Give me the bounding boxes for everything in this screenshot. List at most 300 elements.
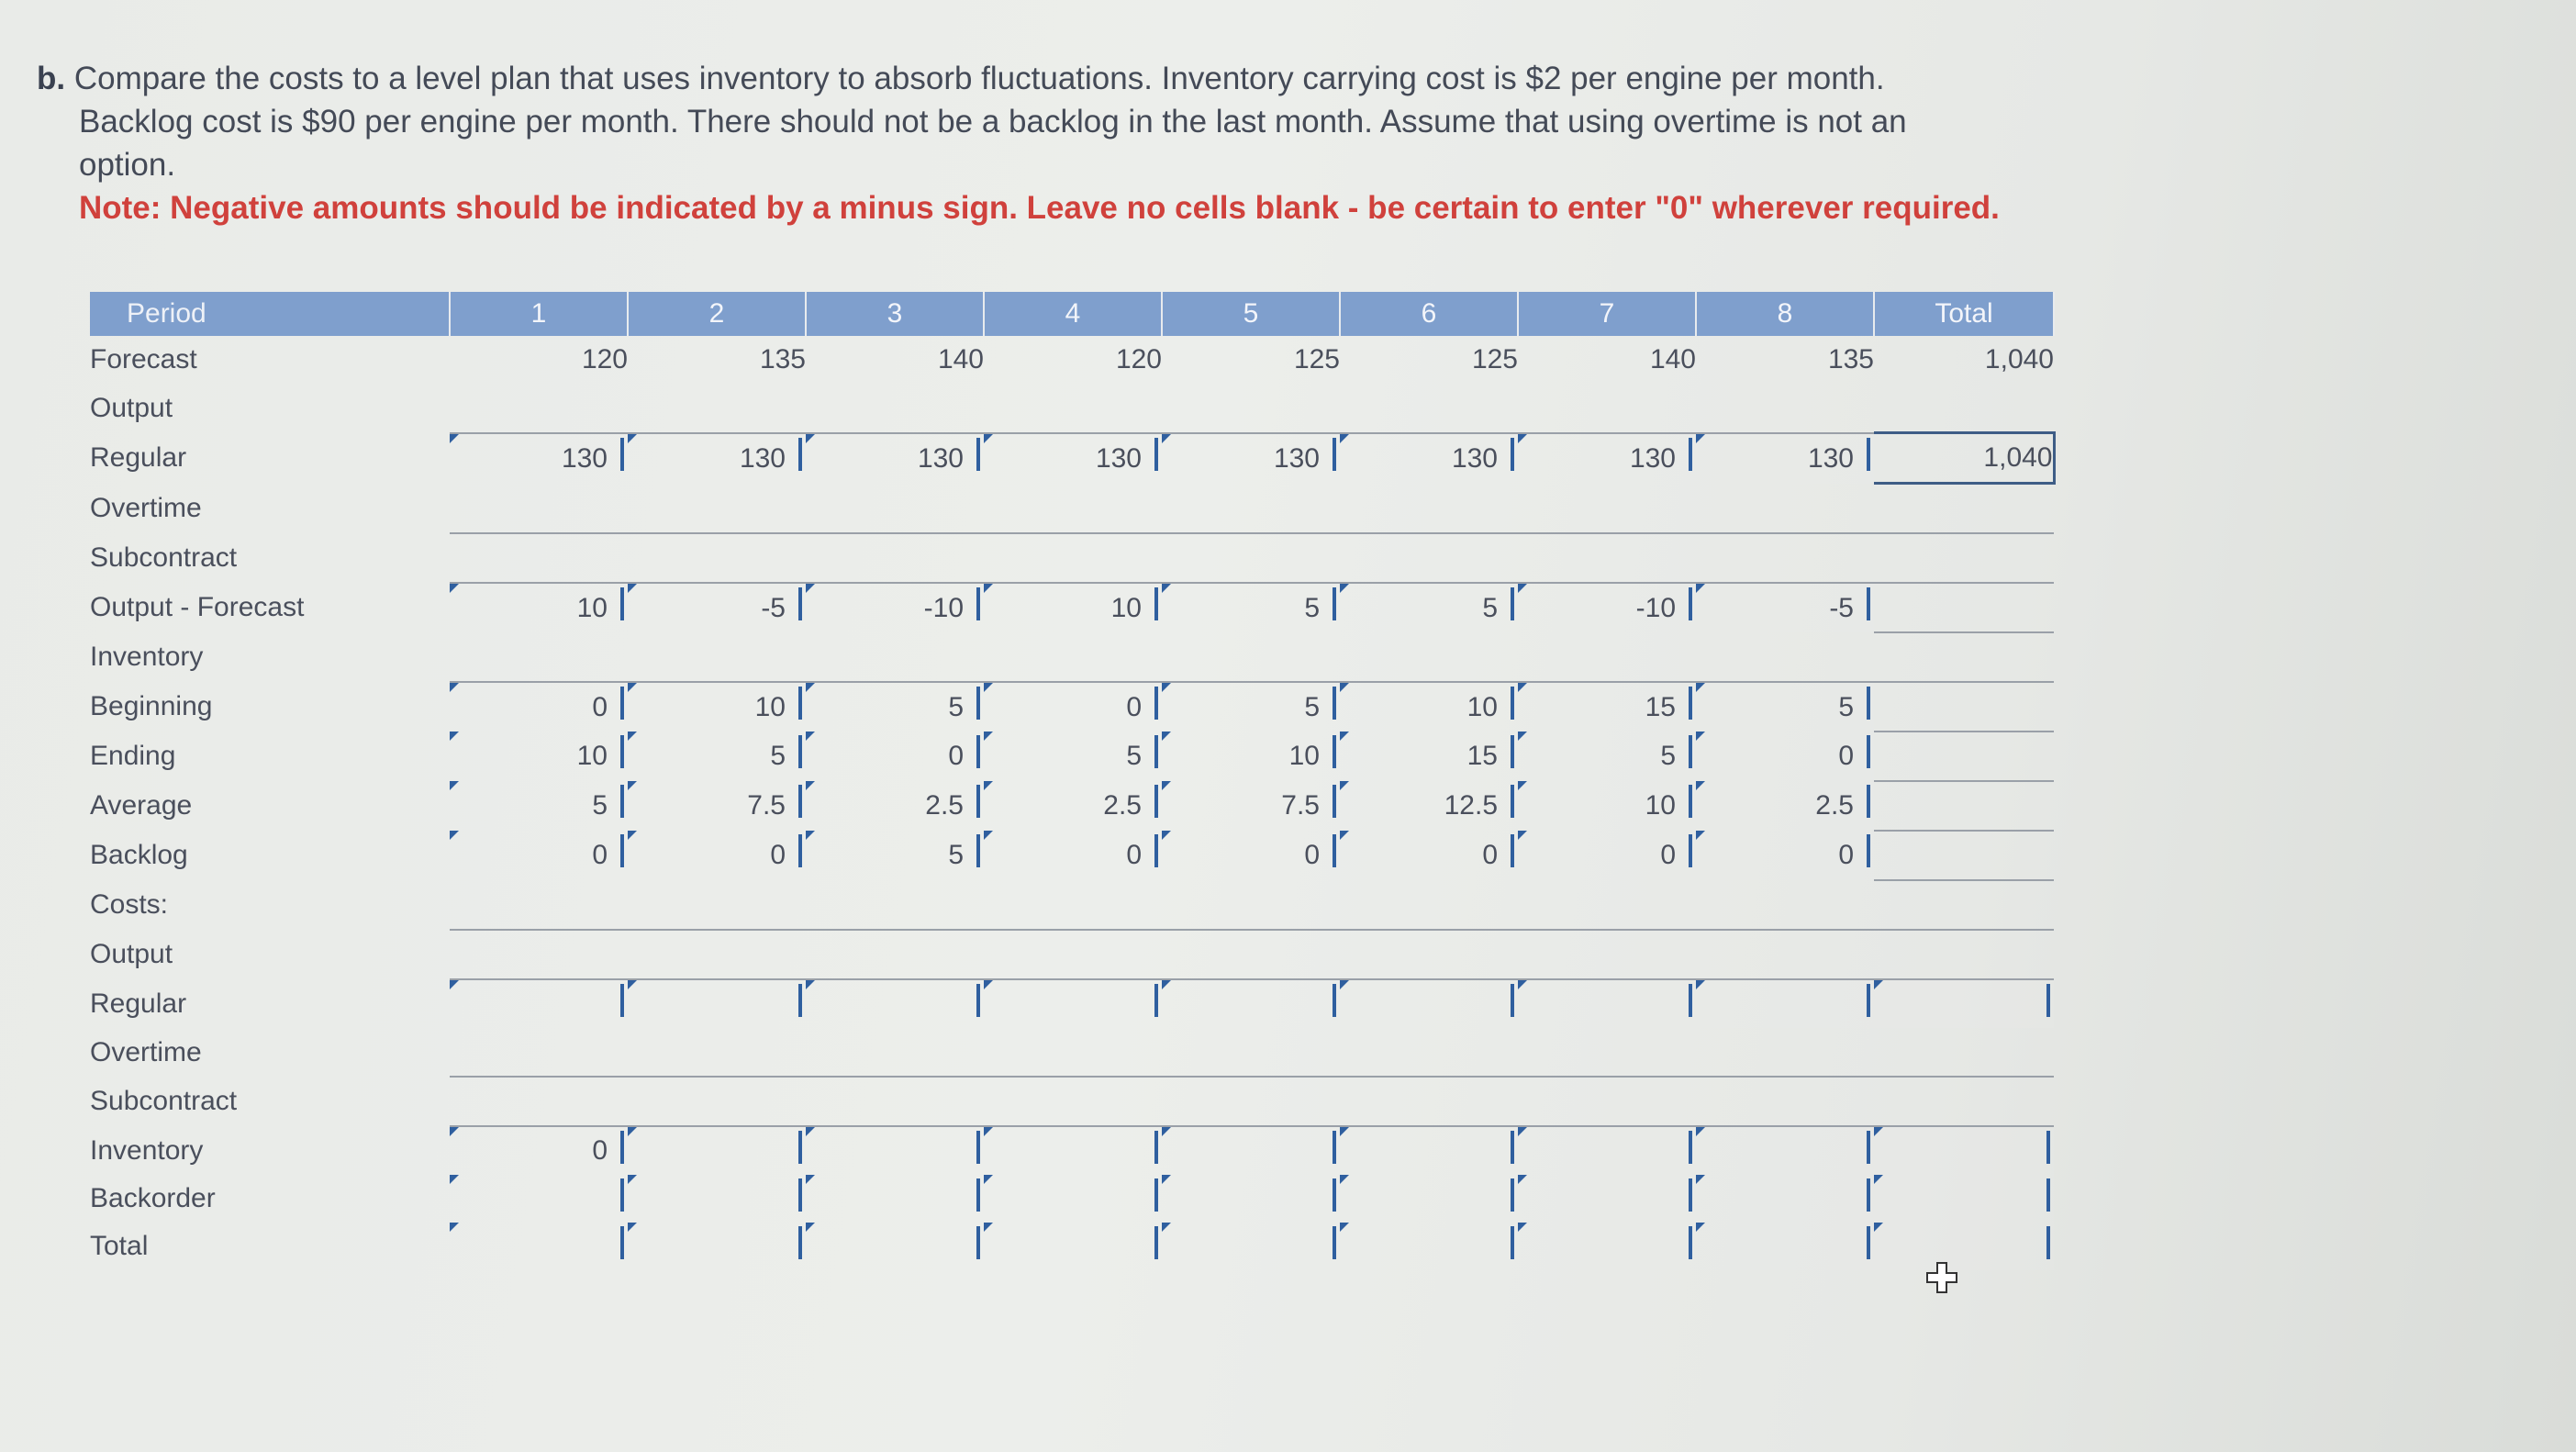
row-label-cost-overtime: Overtime — [90, 1036, 202, 1067]
input-flag-icon — [1511, 1178, 1514, 1212]
input-flag-icon — [798, 438, 802, 471]
cell-marker-icon — [628, 434, 637, 443]
input-cell-value: 130 — [1273, 442, 1320, 474]
empty-cell — [1518, 484, 1696, 534]
cell-marker-icon — [1518, 980, 1527, 989]
input-cell[interactable] — [1340, 732, 1518, 781]
input-cell-value: -5 — [761, 592, 786, 623]
input-cell[interactable] — [628, 979, 806, 1028]
input-cell[interactable] — [1518, 831, 1696, 880]
empty-cell — [1696, 484, 1874, 534]
row-label-average: Average — [90, 790, 193, 821]
input-cell[interactable] — [628, 433, 806, 484]
input-flag-icon — [620, 984, 624, 1017]
input-cell[interactable] — [1696, 1126, 1874, 1175]
input-cell[interactable] — [628, 831, 806, 880]
input-cell[interactable] — [628, 682, 806, 732]
input-cell[interactable] — [984, 682, 1162, 732]
value-cell: 125 — [1471, 344, 1518, 374]
cell-marker-icon — [984, 732, 993, 741]
row-label-cost-regular: Regular — [90, 988, 187, 1019]
cell-marker-icon — [1696, 1223, 1705, 1232]
input-cell-value: 5 — [1304, 592, 1320, 623]
input-flag-icon — [620, 587, 624, 620]
input-cell[interactable] — [1162, 732, 1340, 781]
cell-marker-icon — [1162, 584, 1171, 593]
cell-marker-icon — [984, 683, 993, 692]
crosshair-cursor-icon — [1924, 1259, 1960, 1296]
row-cost-backorder — [90, 1175, 2054, 1223]
input-cell[interactable] — [1696, 433, 1874, 484]
input-cell-value: 7.5 — [1281, 790, 1320, 821]
row-label-ending: Ending — [90, 741, 176, 771]
input-cell[interactable] — [1340, 583, 1518, 632]
cell-marker-icon — [984, 1223, 993, 1232]
input-cell[interactable] — [1518, 1175, 1696, 1223]
input-cell[interactable] — [984, 1223, 1162, 1270]
cell-marker-icon — [1696, 781, 1705, 790]
input-cell-value: 0 — [1482, 840, 1498, 870]
cell-marker-icon — [1874, 1175, 1883, 1184]
input-cell[interactable] — [1874, 1175, 2054, 1223]
input-cell[interactable] — [806, 732, 984, 781]
empty-cell — [1518, 632, 1696, 682]
row-output — [90, 384, 2054, 433]
input-cell-value: 5 — [948, 840, 964, 870]
cell-marker-icon — [984, 584, 993, 593]
cell-marker-icon — [450, 732, 459, 741]
input-cell[interactable] — [1518, 433, 1696, 484]
cell-marker-icon — [450, 781, 459, 790]
input-cell-value: 5 — [770, 741, 786, 771]
input-cell[interactable] — [1162, 433, 1340, 484]
input-cell[interactable] — [1696, 831, 1874, 880]
empty-cell — [1162, 632, 1340, 682]
input-flag-icon — [1867, 587, 1870, 620]
input-cell[interactable] — [1518, 732, 1696, 781]
input-flag-icon — [1511, 587, 1514, 620]
input-flag-icon — [1689, 834, 1692, 867]
empty-cell — [984, 930, 1162, 979]
empty-cell — [1340, 484, 1518, 534]
cell-marker-icon — [1162, 732, 1171, 741]
input-flag-icon — [620, 834, 624, 867]
input-cell-value: 130 — [1095, 442, 1142, 474]
input-cell[interactable] — [450, 781, 628, 831]
total-cell: 1,040 — [1874, 433, 2054, 484]
empty-cell — [1518, 533, 1696, 583]
input-cell[interactable] — [1696, 1223, 1874, 1270]
input-cell[interactable] — [628, 781, 806, 831]
input-cell[interactable] — [1518, 1223, 1696, 1270]
input-cell-value: 0 — [1126, 691, 1142, 722]
input-cell-value: 10 — [576, 592, 608, 623]
input-cell[interactable] — [984, 732, 1162, 781]
input-cell[interactable] — [1340, 1175, 1518, 1223]
empty-cell — [1162, 384, 1340, 433]
input-cell-value: 5 — [948, 691, 964, 722]
input-cell-value: 0 — [1304, 840, 1320, 870]
input-cell[interactable] — [1696, 682, 1874, 732]
input-cell[interactable] — [806, 1223, 984, 1270]
empty-cell — [1518, 930, 1696, 979]
input-flag-icon — [2046, 984, 2050, 1017]
empty-cell — [628, 1077, 806, 1126]
input-cell-value: 5 — [1126, 741, 1142, 771]
question-line-3: option. — [79, 147, 176, 183]
cell-marker-icon — [984, 434, 993, 443]
empty-total-cell — [1874, 1028, 2054, 1077]
input-cell[interactable] — [1162, 682, 1340, 732]
empty-cell — [1518, 880, 1696, 930]
row-inventory — [90, 632, 2054, 682]
header-period-8: 8 — [1696, 292, 1874, 336]
input-cell[interactable] — [628, 1175, 806, 1223]
empty-cell — [450, 384, 628, 433]
empty-total-cell — [1874, 384, 2054, 433]
cell-marker-icon — [1340, 980, 1349, 989]
value-cell: 120 — [581, 344, 628, 374]
empty-total-cell — [1874, 533, 2054, 583]
row-cost-total — [90, 1223, 2054, 1270]
empty-cell — [806, 1077, 984, 1126]
cell-marker-icon — [1162, 683, 1171, 692]
empty-cell — [806, 632, 984, 682]
empty-cell — [1162, 1077, 1340, 1126]
input-cell-value: 130 — [1807, 442, 1854, 474]
input-cell[interactable] — [1162, 781, 1340, 831]
input-flag-icon — [798, 1226, 802, 1259]
input-cell[interactable] — [450, 583, 628, 632]
input-flag-icon — [1154, 735, 1158, 768]
cell-marker-icon — [1696, 1175, 1705, 1184]
value-cell: 140 — [937, 344, 984, 374]
empty-cell — [628, 384, 806, 433]
input-cell-value: 0 — [770, 840, 786, 870]
empty-cell — [984, 484, 1162, 534]
cell-marker-icon — [628, 1223, 637, 1232]
input-flag-icon — [976, 785, 980, 818]
input-flag-icon — [798, 984, 802, 1017]
input-cell[interactable] — [984, 979, 1162, 1028]
input-flag-icon — [1511, 785, 1514, 818]
cell-marker-icon — [628, 1127, 637, 1136]
input-cell[interactable] — [806, 682, 984, 732]
input-cell[interactable] — [1340, 1223, 1518, 1270]
input-cell[interactable] — [1340, 433, 1518, 484]
cell-marker-icon — [806, 781, 815, 790]
cell-marker-icon — [806, 831, 815, 840]
input-cell[interactable] — [1162, 1175, 1340, 1223]
input-cell[interactable] — [450, 1126, 628, 1175]
input-cell-value: 2.5 — [1815, 790, 1854, 821]
row-label-cost-subcontract: Subcontract — [90, 1086, 238, 1116]
input-flag-icon — [1867, 834, 1870, 867]
row-output-forecast — [90, 583, 2054, 632]
input-cell[interactable] — [1340, 979, 1518, 1028]
cell-marker-icon — [1696, 831, 1705, 840]
input-cell[interactable] — [1518, 979, 1696, 1028]
empty-cell — [450, 632, 628, 682]
empty-cell — [984, 384, 1162, 433]
input-cell[interactable] — [806, 979, 984, 1028]
cell-marker-icon — [1162, 980, 1171, 989]
input-cell[interactable] — [1874, 1223, 2054, 1270]
input-cell-value: 0 — [1838, 741, 1854, 771]
empty-total-cell — [1874, 781, 2054, 831]
input-cell[interactable] — [628, 732, 806, 781]
input-flag-icon — [1689, 984, 1692, 1017]
empty-cell — [1696, 880, 1874, 930]
cell-marker-icon — [1340, 584, 1349, 593]
input-cell-value: 10 — [576, 741, 608, 771]
input-cell[interactable] — [1696, 732, 1874, 781]
row-cost-regular — [90, 979, 2054, 1028]
input-flag-icon — [1154, 587, 1158, 620]
cell-marker-icon — [1518, 831, 1527, 840]
cell-marker-icon — [1874, 1223, 1883, 1232]
input-cell[interactable] — [984, 1126, 1162, 1175]
empty-cell — [450, 484, 628, 534]
empty-cell — [1340, 384, 1518, 433]
value-cell: 135 — [1827, 344, 1874, 374]
cell-marker-icon — [450, 434, 459, 443]
empty-cell — [806, 533, 984, 583]
input-cell[interactable] — [1696, 1175, 1874, 1223]
input-cell[interactable] — [628, 1126, 806, 1175]
input-flag-icon — [1154, 984, 1158, 1017]
input-cell-value: 5 — [592, 790, 608, 821]
row-cost-subcontract — [90, 1077, 2054, 1126]
cell-marker-icon — [984, 831, 993, 840]
input-cell[interactable] — [984, 583, 1162, 632]
input-flag-icon — [2046, 1131, 2050, 1164]
input-cell-value: -5 — [1829, 592, 1854, 623]
input-cell-value: 0 — [1838, 840, 1854, 870]
input-cell[interactable] — [450, 1223, 628, 1270]
value-cell: 125 — [1293, 344, 1340, 374]
input-cell[interactable] — [984, 1175, 1162, 1223]
input-cell[interactable] — [450, 979, 628, 1028]
cell-marker-icon — [1696, 1127, 1705, 1136]
row-backlog — [90, 831, 2054, 880]
input-cell[interactable] — [628, 1223, 806, 1270]
input-cell-value: 0 — [592, 691, 608, 722]
empty-cell — [450, 1028, 628, 1077]
cell-marker-icon — [1696, 732, 1705, 741]
empty-cell — [1162, 484, 1340, 534]
input-flag-icon — [1689, 687, 1692, 720]
input-flag-icon — [1689, 735, 1692, 768]
empty-cell — [1340, 1077, 1518, 1126]
row-average — [90, 781, 2054, 831]
cell-marker-icon — [1518, 683, 1527, 692]
empty-cell — [628, 632, 806, 682]
input-flag-icon — [620, 1226, 624, 1259]
input-cell[interactable] — [1696, 781, 1874, 831]
input-cell[interactable] — [1162, 583, 1340, 632]
input-cell-value: 2.5 — [1103, 790, 1142, 821]
input-cell[interactable] — [1874, 979, 2054, 1028]
input-flag-icon — [1867, 984, 1870, 1017]
input-cell[interactable] — [450, 1175, 628, 1223]
input-cell-value: -10 — [1635, 592, 1676, 623]
input-flag-icon — [798, 834, 802, 867]
input-cell[interactable] — [1340, 781, 1518, 831]
input-cell[interactable] — [450, 682, 628, 732]
row-label-cost-total: Total — [90, 1231, 149, 1261]
row-forecast — [90, 336, 2054, 384]
cell-marker-icon — [1696, 683, 1705, 692]
empty-cell — [628, 930, 806, 979]
input-flag-icon — [976, 984, 980, 1017]
input-cell[interactable] — [628, 583, 806, 632]
input-flag-icon — [1154, 785, 1158, 818]
row-cost-overtime — [90, 1028, 2054, 1077]
empty-cell — [806, 880, 984, 930]
input-cell[interactable] — [1696, 583, 1874, 632]
input-flag-icon — [1867, 438, 1870, 471]
row-label-regular: Regular — [90, 442, 187, 473]
input-cell-value: 10 — [1645, 790, 1676, 821]
input-flag-icon — [2046, 1178, 2050, 1212]
input-flag-icon — [1333, 687, 1336, 720]
input-cell[interactable] — [1518, 781, 1696, 831]
question-label: b. — [37, 61, 66, 96]
input-cell[interactable] — [1518, 682, 1696, 732]
cell-marker-icon — [1340, 1127, 1349, 1136]
input-cell-value: 130 — [917, 442, 964, 474]
input-flag-icon — [1511, 834, 1514, 867]
cell-marker-icon — [628, 1175, 637, 1184]
cell-marker-icon — [1340, 683, 1349, 692]
empty-cell — [1518, 1077, 1696, 1126]
row-overtime — [90, 484, 2054, 534]
input-flag-icon — [620, 1178, 624, 1212]
empty-total-cell — [1874, 583, 2054, 632]
input-cell-value: 0 — [1660, 840, 1676, 870]
input-cell[interactable] — [1162, 1223, 1340, 1270]
input-flag-icon — [1333, 1178, 1336, 1212]
cell-marker-icon — [806, 732, 815, 741]
input-cell-value: 130 — [561, 442, 608, 474]
input-cell[interactable] — [984, 433, 1162, 484]
input-cell[interactable] — [450, 831, 628, 880]
cell-marker-icon — [1518, 732, 1527, 741]
input-flag-icon — [1154, 834, 1158, 867]
input-cell[interactable] — [806, 1175, 984, 1223]
cell-marker-icon — [1518, 781, 1527, 790]
input-cell[interactable] — [450, 433, 628, 484]
input-flag-icon — [1333, 735, 1336, 768]
input-flag-icon — [1689, 587, 1692, 620]
input-cell[interactable] — [806, 583, 984, 632]
input-cell[interactable] — [1518, 1126, 1696, 1175]
cell-marker-icon — [1518, 1175, 1527, 1184]
input-flag-icon — [1689, 1131, 1692, 1164]
header-period-1: 1 — [450, 292, 628, 336]
input-cell[interactable] — [1162, 979, 1340, 1028]
empty-cell — [628, 533, 806, 583]
empty-total-cell — [1874, 632, 2054, 682]
cell-marker-icon — [1340, 1175, 1349, 1184]
empty-cell — [450, 880, 628, 930]
input-cell-value: 10 — [1288, 741, 1320, 771]
cell-marker-icon — [628, 683, 637, 692]
input-cell-value: 10 — [1466, 691, 1498, 722]
input-cell[interactable] — [1340, 1126, 1518, 1175]
cell-marker-icon — [1340, 831, 1349, 840]
input-cell[interactable] — [806, 1126, 984, 1175]
input-cell-value: 0 — [592, 840, 608, 870]
input-flag-icon — [1333, 984, 1336, 1017]
input-flag-icon — [798, 785, 802, 818]
input-cell[interactable] — [1162, 831, 1340, 880]
cell-marker-icon — [984, 1175, 993, 1184]
empty-cell — [450, 930, 628, 979]
row-costs — [90, 880, 2054, 930]
cell-marker-icon — [1162, 1223, 1171, 1232]
row-cost-output — [90, 930, 2054, 979]
input-flag-icon — [2046, 1226, 2050, 1259]
cell-marker-icon — [628, 732, 637, 741]
input-cell-value: -10 — [923, 592, 964, 623]
input-flag-icon — [798, 735, 802, 768]
input-flag-icon — [1333, 785, 1336, 818]
input-cell-value: 130 — [1451, 442, 1498, 474]
row-label-costs: Costs: — [90, 889, 169, 920]
input-flag-icon — [798, 587, 802, 620]
empty-cell — [1340, 533, 1518, 583]
cell-marker-icon — [628, 781, 637, 790]
input-cell[interactable] — [806, 781, 984, 831]
input-cell[interactable] — [806, 831, 984, 880]
cell-marker-icon — [450, 1127, 459, 1136]
input-flag-icon — [1867, 1131, 1870, 1164]
row-label-overtime: Overtime — [90, 492, 202, 523]
input-cell[interactable] — [1696, 979, 1874, 1028]
empty-cell — [984, 1077, 1162, 1126]
empty-cell — [628, 484, 806, 534]
input-cell[interactable] — [1340, 831, 1518, 880]
input-flag-icon — [1154, 1178, 1158, 1212]
input-cell[interactable] — [450, 732, 628, 781]
empty-cell — [806, 1028, 984, 1077]
input-cell[interactable] — [806, 433, 984, 484]
header-period-5: 5 — [1162, 292, 1340, 336]
cell-marker-icon — [1340, 781, 1349, 790]
input-flag-icon — [976, 834, 980, 867]
input-flag-icon — [1511, 1131, 1514, 1164]
input-flag-icon — [1333, 587, 1336, 620]
empty-total-cell — [1874, 732, 2054, 781]
cell-marker-icon — [450, 683, 459, 692]
input-flag-icon — [1689, 785, 1692, 818]
input-cell-value: 7.5 — [747, 790, 786, 821]
cell-marker-icon — [1518, 584, 1527, 593]
input-cell[interactable] — [1340, 682, 1518, 732]
input-flag-icon — [976, 687, 980, 720]
input-cell[interactable] — [984, 831, 1162, 880]
input-flag-icon — [1689, 1226, 1692, 1259]
input-cell[interactable] — [1874, 1126, 2054, 1175]
empty-total-cell — [1874, 682, 2054, 732]
row-ending — [90, 732, 2054, 781]
input-cell[interactable] — [1162, 1126, 1340, 1175]
input-flag-icon — [976, 1131, 980, 1164]
input-cell[interactable] — [984, 781, 1162, 831]
input-cell[interactable] — [1518, 583, 1696, 632]
